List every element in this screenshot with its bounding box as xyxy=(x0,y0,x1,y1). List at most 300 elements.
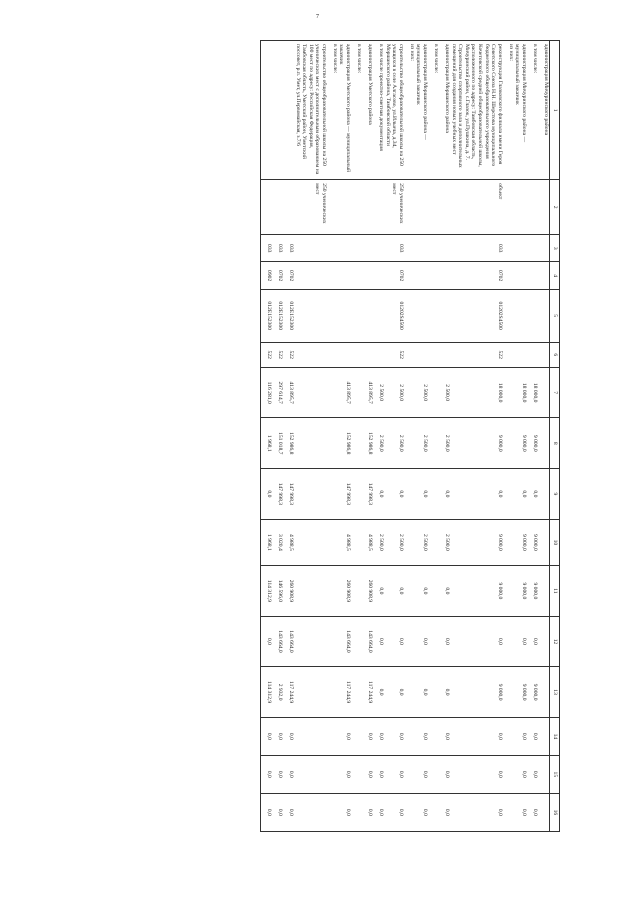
table-cell: 0,0 xyxy=(362,717,373,755)
table-cell xyxy=(404,180,415,235)
table-cell xyxy=(503,235,514,262)
table-cell: 012E152300 xyxy=(283,289,294,342)
table-row xyxy=(428,41,439,832)
table-cell: 0,0 xyxy=(373,717,384,755)
table-cell xyxy=(428,667,439,718)
table-cell xyxy=(428,342,439,367)
table-cell xyxy=(283,180,294,235)
table-cell: 033 xyxy=(272,235,283,262)
table-cell: 2 500,0 xyxy=(415,519,428,565)
table-cell xyxy=(503,180,514,235)
row-description: администрация Моршанского района — муниципальный заказчик xyxy=(415,41,428,180)
table-cell: 0,0 xyxy=(439,755,450,793)
row-description xyxy=(272,41,283,180)
table-cell xyxy=(294,289,327,342)
table-cell xyxy=(514,342,527,367)
table-cell: 0,0 xyxy=(514,717,527,755)
table-cell: 143 664,0 xyxy=(283,616,294,667)
column-header: 16 xyxy=(550,793,560,831)
table-cell xyxy=(439,235,450,262)
table-cell: 522 xyxy=(384,342,404,367)
table-cell: 260 908,9 xyxy=(362,566,373,617)
table-cell xyxy=(439,180,450,235)
table-cell: 117 244,9 xyxy=(338,667,351,718)
table-cell xyxy=(514,235,527,262)
table-cell xyxy=(294,262,327,289)
table-cell xyxy=(351,755,362,793)
table-cell xyxy=(404,566,415,617)
table-cell xyxy=(439,342,450,367)
table-cell: 0,0 xyxy=(450,717,503,755)
table-cell xyxy=(428,717,439,755)
table-cell xyxy=(428,180,439,235)
table-cell xyxy=(404,717,415,755)
table-cell xyxy=(415,235,428,262)
table-row xyxy=(373,41,384,832)
table-cell: 0,0 xyxy=(415,566,428,617)
table-cell: 033 xyxy=(384,235,404,262)
row-description: из них: xyxy=(404,41,415,180)
table-cell: 0,0 xyxy=(272,717,283,755)
table-cell xyxy=(351,235,362,262)
table-row xyxy=(362,41,373,832)
table-cell xyxy=(503,793,514,831)
table-cell: 0,0 xyxy=(283,717,294,755)
table-cell xyxy=(404,367,415,418)
table-cell xyxy=(538,418,550,469)
table-cell: объект xyxy=(450,180,503,235)
row-description: администрация Моршанского района xyxy=(439,41,450,180)
row-description: в том числе проектно-сметная документация xyxy=(373,41,384,180)
table-cell xyxy=(351,616,362,667)
table-cell: 4 988,5 xyxy=(362,519,373,565)
table-cell xyxy=(428,755,439,793)
table-cell: 413 895,7 xyxy=(283,367,294,418)
table-cell xyxy=(351,262,362,289)
table-cell xyxy=(538,180,550,235)
table-cell: 0,0 xyxy=(373,755,384,793)
table-cell xyxy=(415,342,428,367)
table-cell: 143 664,0 xyxy=(362,616,373,667)
table-cell xyxy=(327,367,338,418)
column-header: 13 xyxy=(550,667,560,718)
table-cell: 522 xyxy=(260,342,272,367)
row-description: строительство общеобразовательной школы на 250 ученических мест с дополнительным образованием на 100 мест по адресу: Российская Федерация, Тамбовская область, Уметский район, Уметский поссовет, р.п. Умет, ул.Первомайская, з.7/6 xyxy=(294,41,327,180)
table-row xyxy=(260,41,272,832)
table-cell xyxy=(351,519,362,565)
table-cell xyxy=(503,755,514,793)
table-cell xyxy=(439,262,450,289)
table-cell xyxy=(538,616,550,667)
table-cell: 0,0 xyxy=(514,616,527,667)
table-cell: 0,0 xyxy=(450,793,503,831)
table-cell xyxy=(503,418,514,469)
table-cell: 2 500,0 xyxy=(384,519,404,565)
column-header: 11 xyxy=(550,566,560,617)
table-cell: 413 895,7 xyxy=(338,367,351,418)
table-cell xyxy=(338,262,351,289)
table-cell xyxy=(351,667,362,718)
table-cell xyxy=(327,289,338,342)
table-cell xyxy=(294,616,327,667)
table-cell: 116 281,0 xyxy=(260,367,272,418)
table-cell: 2 500,0 xyxy=(415,418,428,469)
table-cell: 0,0 xyxy=(527,793,538,831)
table-cell xyxy=(538,793,550,831)
table-cell xyxy=(428,469,439,520)
table-cell xyxy=(338,180,351,235)
table-cell: 413 895,7 xyxy=(362,367,373,418)
table-cell: 0,0 xyxy=(283,755,294,793)
table-cell: 2 932,0 xyxy=(272,667,283,718)
table-cell: 297 614,7 xyxy=(272,367,283,418)
table-cell xyxy=(404,262,415,289)
table-cell xyxy=(327,469,338,520)
table-cell: 260 908,9 xyxy=(338,566,351,617)
table-row xyxy=(503,41,514,832)
row-description: реконструкция Глазковского филиала имени Героя Советского Союза Н.Н. Шерстова муниципального бюджетного общеобразовательного учреждения Кочетовской средней общеобразовательной школы, расположенного по адресу: Тамбовская область, Мичуринский район, с.Глазок, ул.Пушкина, д. 7. Строительство спортивного зала и дополнительных помещений для создания новых учебных мест xyxy=(450,41,503,180)
table-cell xyxy=(327,793,338,831)
table-cell xyxy=(503,566,514,617)
table-cell xyxy=(338,289,351,342)
table-cell: 0,0 xyxy=(384,616,404,667)
table-cell xyxy=(503,616,514,667)
table-cell: 033 xyxy=(283,235,294,262)
table-cell xyxy=(538,667,550,718)
table-cell: 9 000,0 xyxy=(527,418,538,469)
table-cell: 147 998,3 xyxy=(362,469,373,520)
table-cell xyxy=(294,342,327,367)
table-cell xyxy=(404,519,415,565)
table-cell xyxy=(415,289,428,342)
table-row xyxy=(439,41,450,832)
table-cell xyxy=(351,469,362,520)
table-cell: 117 244,9 xyxy=(362,667,373,718)
table-cell: 2 500,0 xyxy=(384,418,404,469)
column-header: 6 xyxy=(550,342,560,367)
table-cell xyxy=(327,519,338,565)
table-cell: 0,0 xyxy=(439,717,450,755)
table-cell xyxy=(538,235,550,262)
table-cell: 0,0 xyxy=(415,755,428,793)
table-cell xyxy=(538,717,550,755)
table-cell xyxy=(428,289,439,342)
table-row xyxy=(415,41,428,832)
table-cell: 0,0 xyxy=(260,755,272,793)
table-cell xyxy=(260,180,272,235)
row-description: в том числе: xyxy=(327,41,338,180)
table-cell xyxy=(338,235,351,262)
table-row xyxy=(384,41,404,832)
table-cell xyxy=(404,418,415,469)
table-cell: 0,0 xyxy=(373,667,384,718)
table-cell xyxy=(503,262,514,289)
table-cell: 033 xyxy=(260,235,272,262)
table-cell: 0,0 xyxy=(260,717,272,755)
rotated-table-wrapper xyxy=(60,40,560,832)
table-cell: 0,0 xyxy=(338,717,351,755)
row-description: строительство общеобразовательной школы на 250 учащихся в селе Алгасово, ул.Ильича, д.34, Моршанского района, Тамбовской области xyxy=(384,41,404,180)
table-cell: 0,0 xyxy=(384,793,404,831)
table-cell: 0,0 xyxy=(527,469,538,520)
table-cell: 9 000,0 xyxy=(450,519,503,565)
table-cell xyxy=(327,180,338,235)
row-description: администрация Уметского района xyxy=(362,41,373,180)
table-cell xyxy=(294,717,327,755)
table-cell xyxy=(538,342,550,367)
table-cell xyxy=(362,289,373,342)
table-cell: 0,0 xyxy=(373,793,384,831)
table-cell xyxy=(351,180,362,235)
table-cell: 18 000,0 xyxy=(527,367,538,418)
table-cell: 9 000,0 xyxy=(527,566,538,617)
table-cell: 114 312,9 xyxy=(260,566,272,617)
column-header: 9 xyxy=(550,469,560,520)
table-cell: 522 xyxy=(283,342,294,367)
table-row xyxy=(404,41,415,832)
table-cell: 0,0 xyxy=(272,755,283,793)
table-cell: 0,0 xyxy=(283,793,294,831)
table-cell xyxy=(428,367,439,418)
table-cell: 9 000,0 xyxy=(527,519,538,565)
table-cell: 2 500,0 xyxy=(373,519,384,565)
table-cell: 4 988,5 xyxy=(338,519,351,565)
table-cell: 4 988,5 xyxy=(283,519,294,565)
table-cell: 0,0 xyxy=(514,755,527,793)
row-description: в том числе: xyxy=(428,41,439,180)
table-row xyxy=(272,41,283,832)
table-cell xyxy=(327,755,338,793)
table-cell xyxy=(439,289,450,342)
table-cell: 143 664,0 xyxy=(272,616,283,667)
column-header: 8 xyxy=(550,418,560,469)
column-header: 3 xyxy=(550,235,560,262)
table-cell: 0702 xyxy=(384,262,404,289)
table-row xyxy=(338,41,351,832)
table-cell xyxy=(327,667,338,718)
table-cell: 0,0 xyxy=(384,469,404,520)
table-cell xyxy=(294,418,327,469)
table-cell xyxy=(373,262,384,289)
row-description: в том числе: xyxy=(351,41,362,180)
table-cell xyxy=(294,667,327,718)
table-cell: 012E152300 xyxy=(260,289,272,342)
table-cell: 522 xyxy=(450,342,503,367)
table-cell xyxy=(428,566,439,617)
table-cell xyxy=(294,566,327,617)
table-cell: 2 500,0 xyxy=(415,367,428,418)
table-cell: 117 244,9 xyxy=(283,667,294,718)
table-cell xyxy=(404,616,415,667)
table-cell: 250 ученических мест xyxy=(294,180,327,235)
table-row xyxy=(351,41,362,832)
table-cell: 152 986,8 xyxy=(338,418,351,469)
table-cell xyxy=(503,717,514,755)
table-cell: 0,0 xyxy=(439,667,450,718)
table-cell: 152 986,8 xyxy=(362,418,373,469)
table-cell xyxy=(415,262,428,289)
table-cell xyxy=(538,755,550,793)
table-cell: 9 000,0 xyxy=(450,566,503,617)
table-cell xyxy=(503,469,514,520)
table-cell: 0,0 xyxy=(260,616,272,667)
table-cell: 0,0 xyxy=(362,755,373,793)
table-cell: 0,0 xyxy=(415,469,428,520)
table-cell: 9 000,0 xyxy=(450,667,503,718)
row-description xyxy=(260,41,272,180)
table-cell xyxy=(351,289,362,342)
table-cell xyxy=(351,418,362,469)
table-cell xyxy=(294,755,327,793)
table-cell xyxy=(428,616,439,667)
table-cell: 2 500,0 xyxy=(373,367,384,418)
table-cell: 0702 xyxy=(283,262,294,289)
table-cell xyxy=(538,367,550,418)
table-cell: 0,0 xyxy=(415,793,428,831)
table-cell xyxy=(514,289,527,342)
table-cell: 0,0 xyxy=(338,755,351,793)
table-cell xyxy=(514,262,527,289)
table-cell xyxy=(404,469,415,520)
table-cell: 0,0 xyxy=(527,717,538,755)
row-description: из них: xyxy=(503,41,514,180)
table-cell: 0,0 xyxy=(450,616,503,667)
column-header: 7 xyxy=(550,367,560,418)
table-cell: 0,0 xyxy=(272,793,283,831)
table-cell: 01202S4500 xyxy=(384,289,404,342)
table-cell: 033 xyxy=(450,235,503,262)
table-cell: 2 500,0 xyxy=(384,367,404,418)
table-cell: 0,0 xyxy=(373,566,384,617)
table-cell xyxy=(362,262,373,289)
table-cell xyxy=(327,418,338,469)
table-cell xyxy=(294,793,327,831)
table-cell: 0,0 xyxy=(415,616,428,667)
table-cell xyxy=(294,469,327,520)
table-cell: 146 596,0 xyxy=(272,566,283,617)
table-cell: 01202S4500 xyxy=(450,289,503,342)
table-cell xyxy=(362,180,373,235)
table-cell xyxy=(527,342,538,367)
table-cell xyxy=(351,793,362,831)
table-cell: 0,0 xyxy=(260,793,272,831)
row-description: администрация Мичуринского района xyxy=(538,41,550,180)
table-cell: 0,0 xyxy=(514,793,527,831)
table-cell xyxy=(503,519,514,565)
table-cell xyxy=(503,289,514,342)
table-cell xyxy=(351,367,362,418)
table-cell xyxy=(338,342,351,367)
table-cell xyxy=(428,262,439,289)
table-cell: 0,0 xyxy=(384,667,404,718)
table-cell xyxy=(415,180,428,235)
table-cell xyxy=(503,367,514,418)
table-cell: 9 000,0 xyxy=(514,418,527,469)
table-cell: 0702 xyxy=(450,262,503,289)
table-cell: 0,0 xyxy=(384,755,404,793)
table-cell xyxy=(404,235,415,262)
table-cell xyxy=(538,262,550,289)
table-cell xyxy=(527,262,538,289)
table-cell xyxy=(428,235,439,262)
column-header: 5 xyxy=(550,289,560,342)
table-cell xyxy=(404,793,415,831)
table-row xyxy=(283,41,294,832)
table-cell xyxy=(404,667,415,718)
table-cell: 9 000,0 xyxy=(514,667,527,718)
table-cell: 0,0 xyxy=(439,469,450,520)
page-number: 7 xyxy=(316,14,319,20)
table-cell xyxy=(373,342,384,367)
column-header: 15 xyxy=(550,755,560,793)
table-cell: 2 500,0 xyxy=(373,418,384,469)
table-cell: 2 500,0 xyxy=(439,519,450,565)
table-cell xyxy=(404,342,415,367)
table-cell: 151 018,7 xyxy=(272,418,283,469)
table-cell: 0,0 xyxy=(527,755,538,793)
table-cell: 260 908,9 xyxy=(283,566,294,617)
table-cell xyxy=(514,180,527,235)
table-cell: 0,0 xyxy=(373,616,384,667)
column-header: 12 xyxy=(550,616,560,667)
table-row xyxy=(294,41,327,832)
row-description: администрация Мичуринского района — муниципальный заказчик xyxy=(514,41,527,180)
table-cell: 0902 xyxy=(260,262,272,289)
table-cell xyxy=(503,342,514,367)
table-cell: 0,0 xyxy=(450,755,503,793)
table-cell xyxy=(294,235,327,262)
table-cell: 0,0 xyxy=(415,667,428,718)
table-cell xyxy=(373,180,384,235)
table-cell: 147 998,3 xyxy=(338,469,351,520)
table-cell: 522 xyxy=(272,342,283,367)
column-header: 4 xyxy=(550,262,560,289)
table-cell: 0,0 xyxy=(514,469,527,520)
table-cell: 152 986,8 xyxy=(283,418,294,469)
table-cell: 2 500,0 xyxy=(439,367,450,418)
column-header: 14 xyxy=(550,717,560,755)
table-cell xyxy=(538,289,550,342)
table-cell xyxy=(327,235,338,262)
table-cell: 0,0 xyxy=(373,469,384,520)
table-cell: 0,0 xyxy=(439,793,450,831)
budget-table xyxy=(260,40,560,832)
table-cell xyxy=(527,235,538,262)
table-cell: 9 000,0 xyxy=(527,667,538,718)
table-cell xyxy=(527,289,538,342)
table-cell: 0702 xyxy=(272,262,283,289)
table-cell xyxy=(327,566,338,617)
table-row xyxy=(450,41,503,832)
table-cell: 0,0 xyxy=(439,566,450,617)
table-cell xyxy=(327,616,338,667)
table-row xyxy=(514,41,527,832)
table-cell: 0,0 xyxy=(527,616,538,667)
row-description: в том числе: xyxy=(527,41,538,180)
table-row xyxy=(538,41,550,832)
table-cell xyxy=(327,717,338,755)
table-cell xyxy=(404,755,415,793)
table-cell xyxy=(527,180,538,235)
table-cell: 0,0 xyxy=(415,717,428,755)
table-cell xyxy=(538,566,550,617)
table-cell: 9 000,0 xyxy=(514,566,527,617)
table-cell: 0,0 xyxy=(384,566,404,617)
table-cell: 250 ученических мест xyxy=(384,180,404,235)
table-cell xyxy=(428,793,439,831)
table-cell xyxy=(404,289,415,342)
header-row xyxy=(550,41,560,832)
